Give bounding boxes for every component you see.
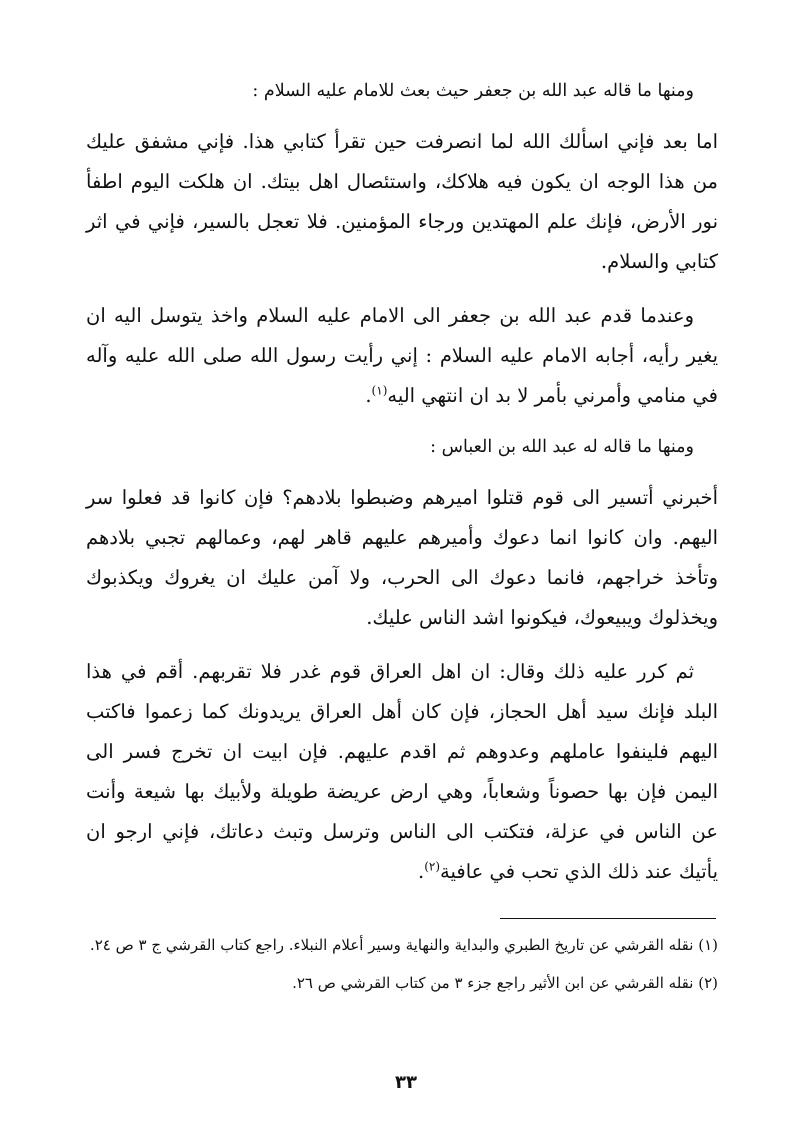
paragraph-abbas-advice: أخبرني أتسير الى قوم قتلوا اميرهم وضبطوا بلادهم؟ فإن كانوا قد فعلوا سر اليهم. وان كانوا انما دعوك وأميرهم عليهم قاهر لهم، وعمالهم تجبي بلادهم وتأخذ خراجهم، فانما دعوك الى الحرب، ولا آمن عليك ان يغروك ويكذبوك ويخذلوك ويبيعوك، فيكونوا اشد الناس عليك. (86, 486, 718, 629)
paragraph-intro-letter: ومنها ما قاله عبد الله بن جعفر حيث بعث للامام عليه السلام : (252, 81, 694, 101)
page-number: ٣٣ (395, 1072, 417, 1093)
paragraph-repeat-advice: ثم كرر عليه ذلك وقال: ان اهل العراق قوم غدر فلا تقربهم. أقم في هذا البلد فإنك سيد أهل الحجاز، فإن كان أهل العراق يريدونك كما زعموا فاكتب اليهم فلينفوا عاملهم وعدوهم ثم اقدم عليهم. فإن ابيت ان تخرج فسر الى اليمن فإن بها حصوناً وشعاباً، وهي ارض عريضة طويلة ولأبيك بها شيعة وأنت عن الناس في عزلة، فتكتب الى الناس وترسل وتبث دعاتك، فإني ارجو ان يأتيك عند ذلك الذي تحب في عافية$^{(٢)}$. (86, 660, 718, 883)
paragraph-intro-abbas: ومنها ما قاله له عبد الله بن العباس : (430, 437, 694, 457)
footnote-ref-1: (١) (371, 383, 388, 398)
footnotes (86, 930, 718, 1006)
paragraph-letter-text: اما بعد فإني اسألك الله لما انصرفت حين تقرأ كتابي هذا. فإني مشفق عليك من هذا الوجه ان يكون فيه هلاكك، واستئصال اهل بيتك. ان هلكت اليوم اطفأ نور الأرض، فإنك علم المهتدين ورجاء المؤمنين. فلا تعجل بالسير، فإني في اثر كتابي والسلام. (86, 130, 718, 273)
footnote-ref-2: (٢) (424, 859, 441, 874)
paragraph-meeting-text: وعندما قدم عبد الله بن جعفر الى الامام عليه السلام واخذ يتوسل اليه ان يغير رأيه، أجابه الامام عليه السلام : إني رأيت رسول الله صلى الله عليه وآله في منامي وأمرني بأمر لا بد ان انتهي اليه (86, 304, 718, 407)
paragraph-meeting: وعندما قدم عبد الله بن جعفر الى الامام عليه السلام واخذ يتوسل اليه ان يغير رأيه، أجابه الامام عليه السلام : إني رأيت رسول الله صلى الله عليه وآله في منامي وأمرني بأمر لا بد ان انتهي اليه$^{(١)}$. (86, 304, 718, 407)
paragraph-repeat-advice-text: ثم كرر عليه ذلك وقال: ان اهل العراق قوم غدر فلا تقربهم. أقم في هذا البلد فإنك سيد أهل الحجاز، فإن كان أهل العراق يريدونك كما زعموا فاكتب اليهم فلينفوا عاملهم وعدوهم ثم اقدم عليهم. فإن ابيت ان تخرج فسر الى اليمن فإن بها حصوناً وشعاباً، وهي ارض عريضة طويلة ولأبيك بها شيعة وأنت عن الناس في عزلة، فتكتب الى الناس وترسل وتبث دعاتك، فإني ارجو ان يأتيك عند ذلك الذي تحب في عافية (86, 660, 718, 883)
footnote-1: (١) نقله القرشي عن تاريخ الطبري والبداية والنهاية وسير أعلام النبلاء. راجع كتاب القرشي ج ٣ ص ٢٤. (89, 936, 718, 954)
footnote-divider (500, 918, 716, 919)
page-body (86, 74, 718, 892)
footnote-2: (٢) نقله القرشي عن ابن الأثير راجع جزء ٣ من كتاب القرشي ص ٢٦. (292, 974, 718, 992)
